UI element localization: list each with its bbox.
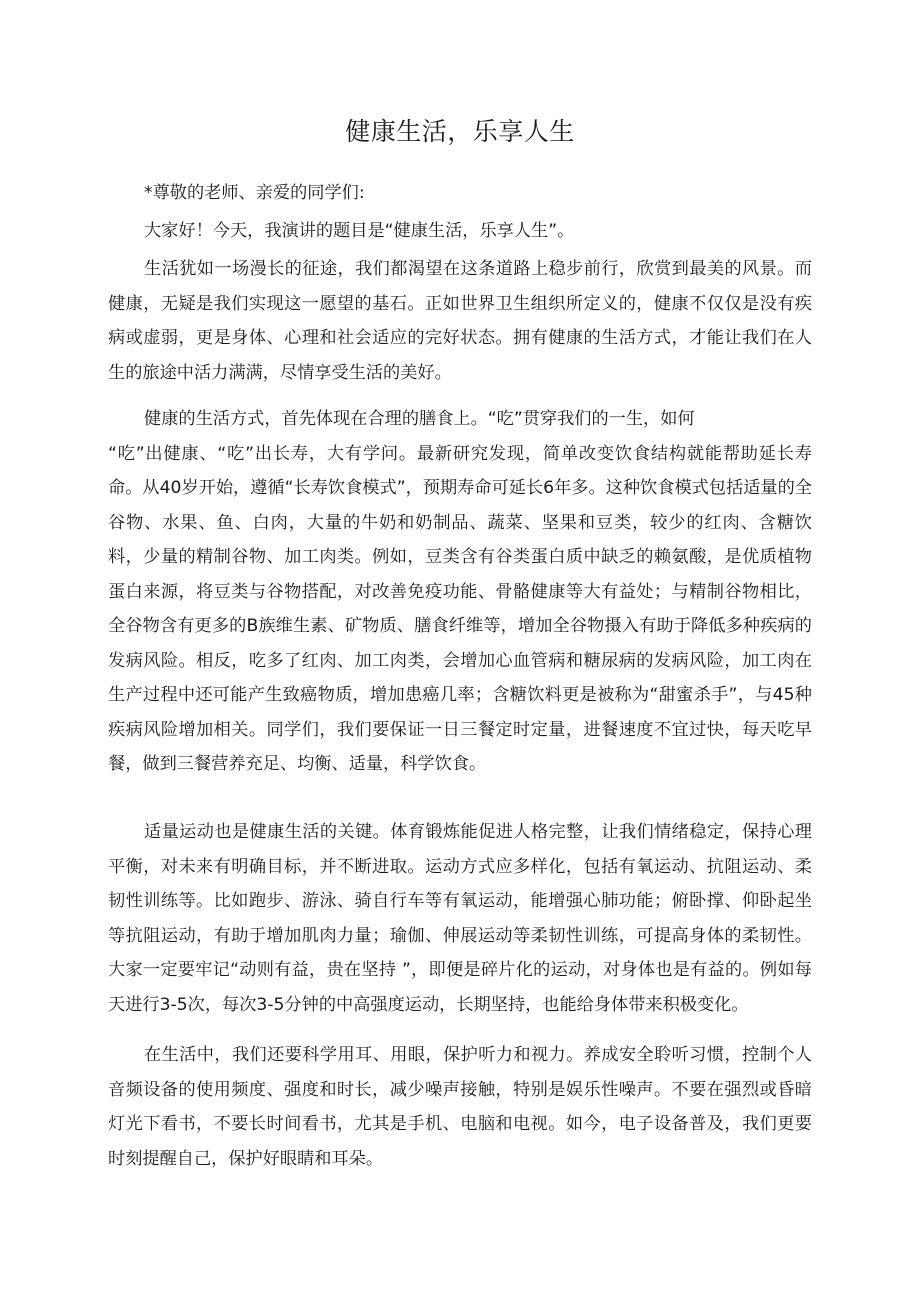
body-paragraph-3: 适量运动也是健康生活的关键。体育锻炼能促进人格完整，让我们情绪稳定，保持心理平衡，对未来有明确目标，并不断进取。运动方式应多样化，包括有氧运动、抗阻运动、柔韧性训练等。比如跑步、游泳、骑自行车等有氧运动，能增强心肺功能；俯卧撑、仰卧起坐等抗阻运动，有助于增加肌肉力量；瑜伽、伸展运动等柔韧性训练，可提高身体的柔韧性。大家一定要牢记“动则有益，贵在坚持 ”，即便是碎片化的运动，对身体也是有益的。例如每天进行3-5次，每次3-5分钟的中高强度运动，长期坚持，也能给身体带来积极变化。 — [108, 822, 812, 1015]
body-paragraph-2 — [108, 402, 812, 782]
body-paragraph-2-first-line: 健康的生活方式，首先体现在合理的膳食上。“吃”贯穿我们的一生，如何 — [144, 409, 695, 429]
body-paragraph-1: 生活犹如一场漫长的征途，我们都渴望在这条道路上稳步前行，欣赏到最美的风景。而健康，无疑是我们实现这一愿望的基石。正如世界卫生组织所定义的，健康不仅仅是没有疾病或虚弱，更是身体、心理和社会适应的完好状态。拥有健康的生活方式，才能让我们在人生的旅途中活力满满，尽情享受生活的美好。 — [108, 259, 812, 383]
opening-paragraph: 大家好！今天，我演讲的题目是“健康生活，乐享人生”。 — [144, 221, 575, 241]
body-paragraph-4: 在生活中，我们还要科学用耳、用眼，保护听力和视力。养成安全聆听习惯，控制个人音频设备的使用频度、强度和时长，减少噪声接触，特别是娱乐性噪声。不要在强烈或昏暗灯光下看书，不要长时间看书，尤其是手机、电脑和电视。如今，电子设备普及，我们更要时刻提醒自己，保护好眼睛和耳朵。 — [108, 1045, 812, 1169]
greeting-paragraph: *尊敬的老师、亲爱的同学们: — [144, 183, 365, 203]
body-paragraph-2-rest: “吃”出健康、“吃”出长寿，大有学问。最新研究发现，简单改变饮食结构就能帮助延长寿命。从40岁开始，遵循“长寿饮食模式”，预期寿命可延长6年多。这种饮食模式包括适量的全谷物、水果、鱼、白肉，大量的牛奶和奶制品、蔬菜、坚果和豆类，较少的红肉、含糖饮料，少量的精制谷物、加工肉类。例如，豆类含有谷类蛋白质中缺乏的赖氨酸，是优质植物蛋白来源，将豆类与谷物搭配，对改善免疫功能、骨骼健康等大有益处；与精制谷物相比，全谷物含有更多的B族维生素、矿物质、膳食纤维等，增加全谷物摄入有助于降低多种疾病的发病风险。相反，吃多了红肉、加工肉类，会增加心血管病和糖尿病的发病风险，加工肉在生产过程中还可能产生致癌物质，增加患癌几率；含糖饮料更是被称为“甜蜜杀手”，与45种疾病风险增加相关。同学们，我们要保证一日三餐定时定量，进餐速度不宜过快，每天吃早餐，做到三餐营养充足、均衡、适量，科学饮食。 — [108, 443, 812, 774]
document-title: 健康生活，乐享人生 — [345, 117, 575, 146]
